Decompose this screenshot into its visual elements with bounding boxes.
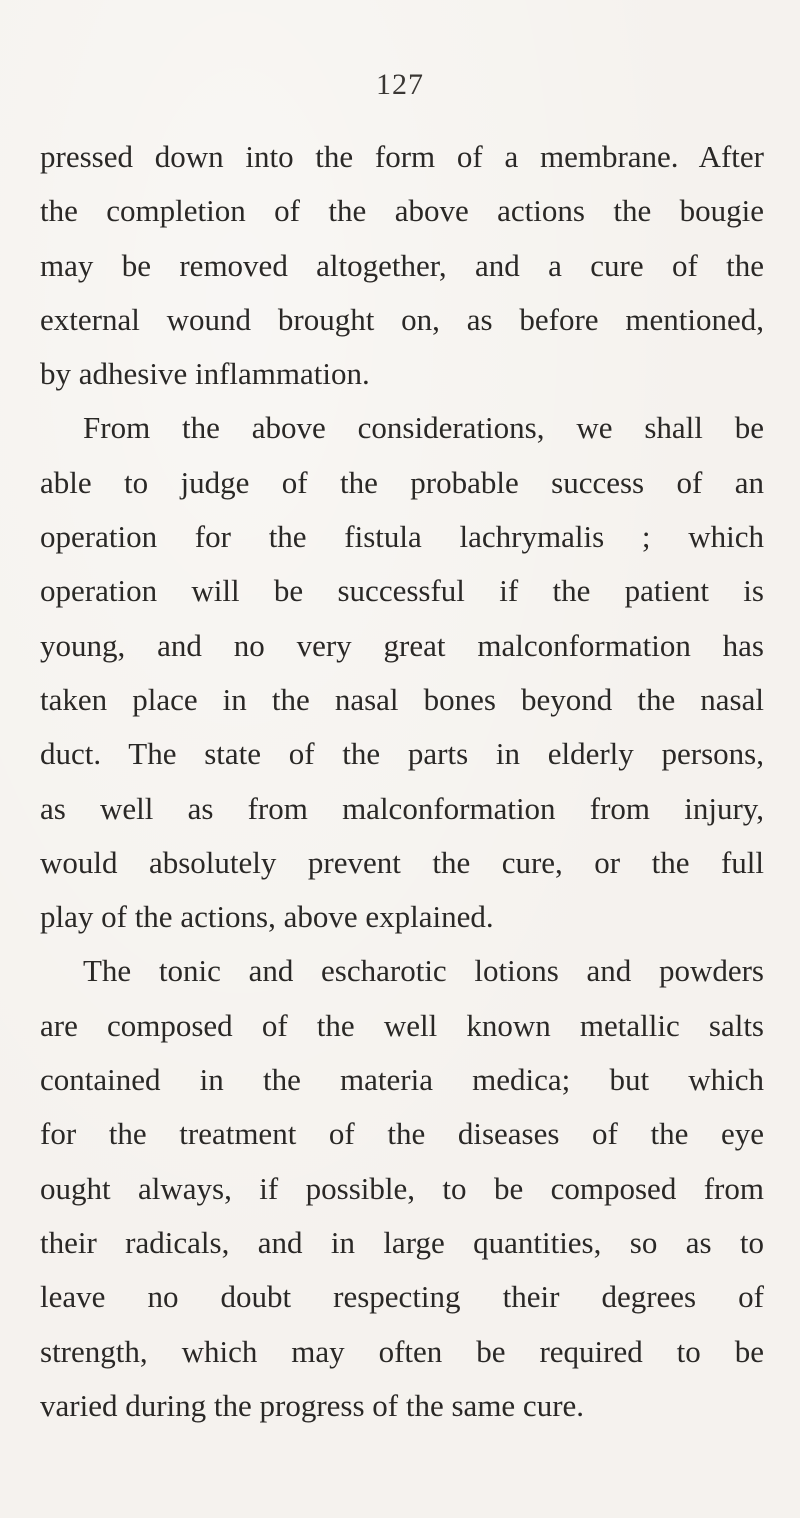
text-line: leave no doubt respecting their degrees of — [40, 1279, 764, 1315]
text-line: by adhesive inflammation. — [40, 356, 370, 392]
text-line: as well as from malconformation from injury, — [40, 790, 764, 826]
text-line: would absolutely prevent the cure, or the full — [40, 844, 764, 880]
body-text — [40, 130, 764, 1433]
text-line: pressed down into the form of a membrane. After — [40, 139, 764, 174]
text-line: able to judge of the probable success of an — [40, 464, 764, 500]
text-line: their radicals, and in large quantities, so as to — [40, 1224, 764, 1260]
text-line: for the treatment of the diseases of the eye — [40, 1116, 764, 1152]
text-line: taken place in the nasal bones beyond the nasal — [40, 681, 764, 717]
text-line: operation for the fistula lachrymalis ; which — [40, 519, 764, 555]
text-line: operation will be successful if the patient is — [40, 573, 764, 609]
text-line: ought always, if possible, to be composed from — [40, 1170, 764, 1206]
paragraph-start-line: The tonic and escharotic lotions and powders — [83, 953, 764, 989]
text-line: are composed of the well known metallic salts — [40, 1007, 764, 1043]
text-line: the completion of the above actions the bougie — [40, 193, 764, 229]
paragraph-start-line: From the above considerations, we shall be — [83, 410, 764, 446]
text-line: duct. The state of the parts in elderly persons, — [40, 736, 764, 772]
text-line: young, and no very great malconformation has — [40, 627, 764, 663]
text-line: may be removed altogether, and a cure of the — [40, 247, 764, 283]
text-line: external wound brought on, as before mentioned, — [40, 301, 764, 337]
text-line: varied during the progress of the same cure. — [40, 1387, 585, 1423]
text-line: play of the actions, above explained. — [40, 899, 494, 935]
text-line: contained in the materia medica; but which — [40, 1062, 764, 1098]
text-line: strength, which may often be required to be — [40, 1333, 764, 1369]
page-number: 127 — [376, 68, 424, 101]
